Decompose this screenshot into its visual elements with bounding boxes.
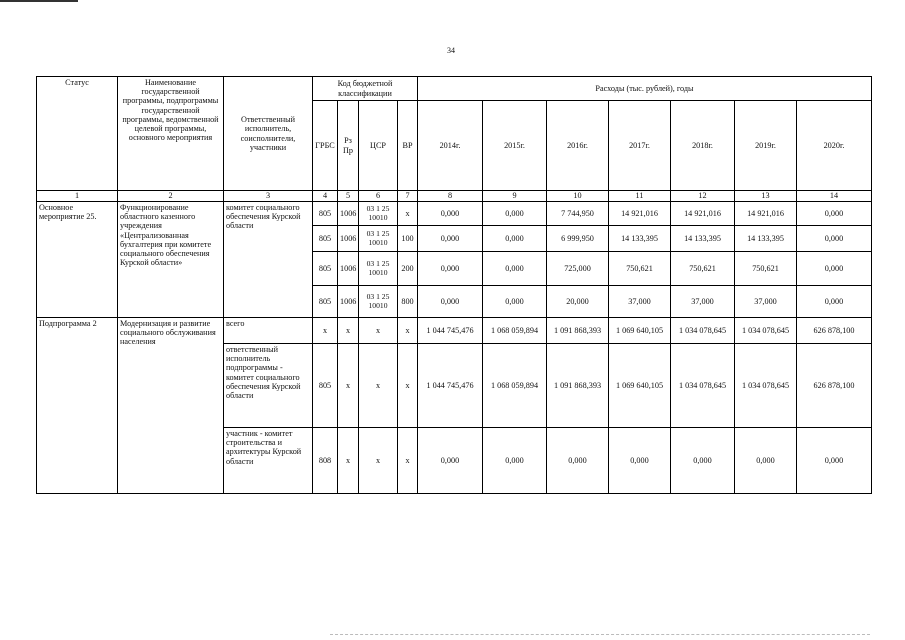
cell-2015: 1 068 059,894 [483,318,547,344]
header-responsible: Ответственный исполнитель, соисполнители, участники [224,77,313,191]
cell-grbs: х [313,318,338,344]
budget-table [36,76,872,494]
cell-2016: 1 091 868,393 [547,318,609,344]
column-index: 11 [609,191,671,202]
column-index: 13 [735,191,797,202]
cell-csr: х [359,344,398,428]
cell-2019: 14 133,395 [735,226,797,252]
cell-2017: 1 069 640,105 [609,318,671,344]
cell-2018: 14 133,395 [671,226,735,252]
header-budget-code: Код бюджетной классификации [313,77,418,101]
cell-csr: х [359,428,398,494]
cell-grbs: 805 [313,202,338,226]
cell-rzpr: 1006 [338,202,359,226]
cell-2019: 750,621 [735,252,797,286]
cell-2014: 0,000 [418,252,483,286]
cell-2020: 626 878,100 [797,318,872,344]
cell-2018: 37,000 [671,286,735,318]
header-year-2019: 2019г. [735,101,797,191]
cell-2016: 1 091 868,393 [547,344,609,428]
cell-csr: 03 1 25 10010 [359,252,398,286]
cell-2019: 37,000 [735,286,797,318]
header-grbs: ГРБС [313,101,338,191]
cell-rzpr: 1006 [338,226,359,252]
cell-2020: 626 878,100 [797,344,872,428]
cell-2017: 37,000 [609,286,671,318]
column-index: 9 [483,191,547,202]
row-responsible: ответственный исполнитель подпрограммы - комитет социального обеспечения Курской области [224,344,313,428]
cell-2020: 0,000 [797,202,872,226]
row-responsible: участник - комитет строительства и архитектуры Курской области [224,428,313,494]
cell-2018: 0,000 [671,428,735,494]
header-year-2015: 2015г. [483,101,547,191]
row-status: Подпрограмма 2 [37,318,118,494]
cell-csr: 03 1 25 10010 [359,286,398,318]
cell-2014: 0,000 [418,202,483,226]
cell-2015: 0,000 [483,226,547,252]
row-responsible: всего [224,318,313,344]
header-csr: ЦСР [359,101,398,191]
table-row [37,202,872,226]
cell-2018: 1 034 078,645 [671,318,735,344]
cell-2017: 0,000 [609,428,671,494]
header-year-2018: 2018г. [671,101,735,191]
cell-2018: 1 034 078,645 [671,344,735,428]
cell-rzpr: х [338,318,359,344]
cell-2016: 20,000 [547,286,609,318]
column-index: 10 [547,191,609,202]
cell-vr: 200 [398,252,418,286]
cell-grbs: 805 [313,226,338,252]
cell-2017: 14 921,016 [609,202,671,226]
cell-2015: 1 068 059,894 [483,344,547,428]
column-index: 7 [398,191,418,202]
row-responsible: комитет социального обеспечения Курской области [224,202,313,318]
cell-2020: 0,000 [797,286,872,318]
table-row [37,318,872,344]
cell-2014: 0,000 [418,226,483,252]
cell-grbs: 805 [313,252,338,286]
column-index: 8 [418,191,483,202]
header-rzpr: Рз Пр [338,101,359,191]
row-status: Основное мероприятие 25. [37,202,118,318]
cell-vr: х [398,318,418,344]
column-index: 1 [37,191,118,202]
cell-2017: 750,621 [609,252,671,286]
column-index: 14 [797,191,872,202]
cell-2019: 14 921,016 [735,202,797,226]
cell-2019: 1 034 078,645 [735,344,797,428]
cell-vr: х [398,428,418,494]
cell-2016: 7 744,950 [547,202,609,226]
cell-2016: 6 999,950 [547,226,609,252]
cell-grbs: 805 [313,344,338,428]
scan-edge-mark [0,0,78,2]
cell-2014: 0,000 [418,286,483,318]
cell-2014: 0,000 [418,428,483,494]
column-index: 5 [338,191,359,202]
cell-vr: 100 [398,226,418,252]
header-year-2014: 2014г. [418,101,483,191]
page-number: 34 [447,46,455,55]
cell-2018: 750,621 [671,252,735,286]
cell-2019: 1 034 078,645 [735,318,797,344]
cell-2015: 0,000 [483,428,547,494]
row-name: Функционирование областного казенного учреждения «Централизованная бухгалтерия при комитете социального обеспечения Курской области» [118,202,224,318]
cell-vr: х [398,202,418,226]
cell-2016: 0,000 [547,428,609,494]
cell-rzpr: х [338,344,359,428]
header-year-2017: 2017г. [609,101,671,191]
row-name: Модернизация и развитие социального обслуживания населения [118,318,224,494]
header-expenses: Расходы (тыс. рублей), годы [418,77,872,101]
column-index-row [37,191,872,202]
cell-2015: 0,000 [483,252,547,286]
cell-csr: 03 1 25 10010 [359,202,398,226]
column-index: 2 [118,191,224,202]
cell-2018: 14 921,016 [671,202,735,226]
cell-vr: 800 [398,286,418,318]
cell-csr: 03 1 25 10010 [359,226,398,252]
scan-bottom-noise [330,634,870,636]
header-status: Статус [37,77,118,191]
cell-rzpr: х [338,428,359,494]
column-index: 12 [671,191,735,202]
column-index: 3 [224,191,313,202]
cell-grbs: 808 [313,428,338,494]
cell-2016: 725,000 [547,252,609,286]
cell-rzpr: 1006 [338,252,359,286]
header-year-2020: 2020г. [797,101,872,191]
column-index: 6 [359,191,398,202]
cell-2019: 0,000 [735,428,797,494]
header-vr: ВР [398,101,418,191]
cell-rzpr: 1006 [338,286,359,318]
cell-2014: 1 044 745,476 [418,344,483,428]
header-year-2016: 2016г. [547,101,609,191]
cell-csr: х [359,318,398,344]
cell-2020: 0,000 [797,226,872,252]
cell-2015: 0,000 [483,202,547,226]
cell-vr: х [398,344,418,428]
cell-2017: 14 133,395 [609,226,671,252]
cell-2014: 1 044 745,476 [418,318,483,344]
cell-grbs: 805 [313,286,338,318]
cell-2015: 0,000 [483,286,547,318]
cell-2017: 1 069 640,105 [609,344,671,428]
header-name: Наименование государственной программы, подпрограммы государственной программы, ведомственной целевой программы, основного мероприятия [118,77,224,191]
cell-2020: 0,000 [797,428,872,494]
column-index: 4 [313,191,338,202]
cell-2020: 0,000 [797,252,872,286]
